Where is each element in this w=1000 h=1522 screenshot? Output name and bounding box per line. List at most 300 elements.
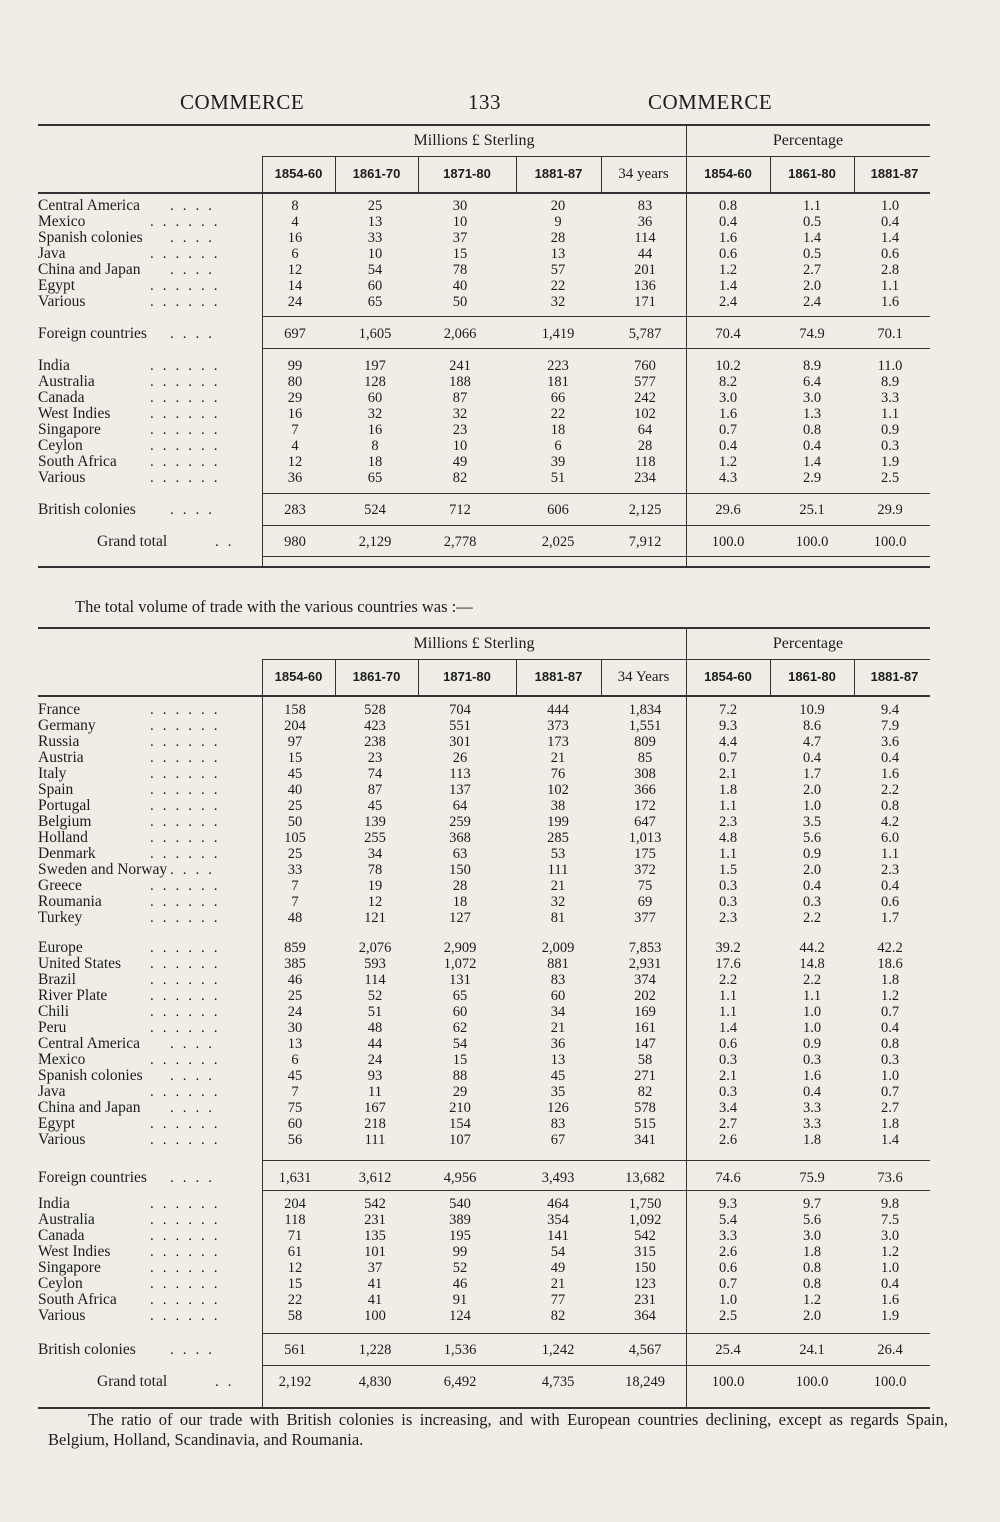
t2-cell: 172 <box>634 798 656 814</box>
rule <box>38 695 930 697</box>
t2-cell: 238 <box>364 734 386 750</box>
t2-cell: 1.9 <box>880 1308 900 1324</box>
t2-row-leader: ...... <box>150 798 227 814</box>
t2-cell: 373 <box>547 718 569 734</box>
t2-cell: 202 <box>634 988 656 1004</box>
t2-row-label: Portugal <box>38 797 91 814</box>
t2-cell: 26 <box>452 750 468 766</box>
t2-row-leader: ...... <box>150 988 227 1004</box>
t2-cell: 5.6 <box>802 1212 822 1228</box>
t1-cell: 10.2 <box>715 358 741 374</box>
t1-cell: 32 <box>550 294 566 310</box>
t2-cell: 41 <box>367 1292 383 1308</box>
running-head-left: COMMERCE <box>180 90 305 114</box>
t2-cell: 13 <box>287 1036 303 1052</box>
t1-cell: 8.9 <box>802 358 822 374</box>
t2-cell: 121 <box>364 910 386 926</box>
t1-cell: 29 <box>287 390 303 406</box>
t2-row-leader: ...... <box>150 718 227 734</box>
t2-row-leader: .... <box>170 1036 221 1052</box>
t2-cell: 118 <box>284 1212 306 1228</box>
t2-cell: 161 <box>634 1020 656 1036</box>
t1-cell: 29.9 <box>877 502 903 518</box>
t2-cell: 3,493 <box>541 1170 575 1186</box>
t1-col-header-5: 34 years <box>618 166 669 182</box>
rule <box>262 1365 930 1366</box>
t2-cell: 364 <box>634 1308 656 1324</box>
t2-cell: 60 <box>287 1116 303 1132</box>
t2-cell: 11 <box>368 1084 382 1100</box>
t1-cell: 8.2 <box>718 374 738 390</box>
t2-cell: 44.2 <box>799 940 825 956</box>
t1-cell: 171 <box>634 294 656 310</box>
t2-cell: 1.1 <box>718 1004 738 1020</box>
t2-cell: 69 <box>637 894 653 910</box>
t2-row-leader: ...... <box>150 956 227 972</box>
t2-cell: 64 <box>452 798 468 814</box>
t1-cell: 10 <box>452 214 468 230</box>
t2-cell: 372 <box>634 862 656 878</box>
t2-cell: 30 <box>287 1020 303 1036</box>
t2-cell: 2.0 <box>802 1308 822 1324</box>
t2-cell: 51 <box>367 1004 383 1020</box>
t2-cell: 82 <box>550 1308 566 1324</box>
t1-cell: 65 <box>367 470 383 486</box>
t2-cell: 0.3 <box>718 878 738 894</box>
t2-cell: 2.6 <box>718 1132 738 1148</box>
t2-cell: 7.2 <box>718 702 738 718</box>
t2-cell: 23 <box>367 750 383 766</box>
t2-cell: 4,567 <box>628 1342 662 1358</box>
t2-cell: 0.6 <box>880 894 900 910</box>
t2-cell: 124 <box>449 1308 471 1324</box>
t2-cell: 374 <box>634 972 656 988</box>
t1-cell: 80 <box>287 374 303 390</box>
t2-cell: 34 <box>550 1004 566 1020</box>
t1-group-millions: Millions £ Sterling <box>413 132 535 149</box>
t2-cell: 1.8 <box>880 972 900 988</box>
t1-cell: 2.4 <box>802 294 822 310</box>
t2-cell: 39.2 <box>715 940 741 956</box>
t1-cell: 0.6 <box>718 246 738 262</box>
t1-cell: 241 <box>449 358 471 374</box>
t1-cell: 16 <box>367 422 383 438</box>
t2-row-leader: ...... <box>150 1260 227 1276</box>
t1-cell: 10 <box>367 246 383 262</box>
t2-row-leader: ...... <box>150 1004 227 1020</box>
t2-row-leader: ...... <box>150 750 227 766</box>
t1-cell: 16 <box>287 230 303 246</box>
t2-cell: 1.0 <box>880 1260 900 1276</box>
t2-cell: 25 <box>287 846 303 862</box>
t2-cell: 93 <box>367 1068 383 1084</box>
t2-cell: 139 <box>364 814 386 830</box>
t2-row-label: Grand total <box>97 1373 168 1390</box>
t2-cell: 18,249 <box>625 1374 665 1390</box>
t2-row-label: Sweden and Norway <box>38 861 168 878</box>
t2-row-label: Germany <box>38 717 96 734</box>
t2-row-label: West Indies <box>38 1243 111 1260</box>
t2-cell: 231 <box>364 1212 386 1228</box>
t2-cell: 100.0 <box>873 1374 907 1390</box>
t2-cell: 111 <box>364 1132 386 1148</box>
t2-cell: 18.6 <box>877 956 903 972</box>
t2-cell: 65 <box>452 988 468 1004</box>
t2-cell: 2,076 <box>358 940 392 956</box>
t2-cell: 3.0 <box>880 1228 900 1244</box>
t2-cell: 7 <box>291 894 299 910</box>
t2-cell: 13,682 <box>625 1170 665 1186</box>
t2-cell: 0.8 <box>802 1260 822 1276</box>
t2-cell: 1.0 <box>802 1004 822 1020</box>
t1-cell: 12 <box>287 262 303 278</box>
t2-cell: 2.2 <box>880 782 900 798</box>
t1-cell: 6 <box>554 438 562 454</box>
t2-cell: 29 <box>452 1084 468 1100</box>
t1-row-leader: ...... <box>150 406 227 422</box>
t2-cell: 1.1 <box>718 798 738 814</box>
t2-cell: 127 <box>449 910 471 926</box>
t1-cell: 22 <box>550 278 566 294</box>
t2-cell: 74 <box>367 766 383 782</box>
t2-cell: 42.2 <box>877 940 903 956</box>
t2-row-leader: ...... <box>150 894 227 910</box>
t2-cell: 18 <box>452 894 468 910</box>
t2-cell: 173 <box>547 734 569 750</box>
rule <box>262 525 930 526</box>
t1-cell: 32 <box>452 406 468 422</box>
t2-cell: 593 <box>364 956 386 972</box>
t2-row-label: Java <box>38 1083 66 1100</box>
t1-cell: 2.4 <box>718 294 738 310</box>
t2-cell: 515 <box>634 1116 656 1132</box>
t2-cell: 60 <box>550 988 566 1004</box>
t1-cell: 4 <box>291 438 299 454</box>
t1-row-leader: .... <box>170 198 221 214</box>
t1-row-leader: .. <box>215 534 241 550</box>
t2-row-label: United States <box>38 955 122 972</box>
t1-cell: 980 <box>284 534 306 550</box>
rule <box>262 1190 930 1191</box>
t2-row-leader: ...... <box>150 1084 227 1100</box>
t2-cell: 49 <box>550 1260 566 1276</box>
t2-row-label: Various <box>38 1307 86 1324</box>
t2-cell: 77 <box>550 1292 566 1308</box>
t1-row-leader: .... <box>170 502 221 518</box>
t2-cell: 67 <box>550 1132 566 1148</box>
t2-cell: 1.2 <box>880 988 900 1004</box>
t1-cell: 60 <box>367 278 383 294</box>
t2-cell: 1.8 <box>802 1244 822 1260</box>
t2-cell: 389 <box>449 1212 471 1228</box>
t2-cell: 341 <box>634 1132 656 1148</box>
t2-cell: 3.4 <box>718 1100 738 1116</box>
t2-cell: 158 <box>284 702 306 718</box>
t1-cell: 3.0 <box>802 390 822 406</box>
t2-col-header-5: 34 Years <box>617 669 670 685</box>
t2-cell: 1.0 <box>802 798 822 814</box>
t2-cell: 2.1 <box>718 1068 738 1084</box>
t2-row-leader: ...... <box>150 782 227 798</box>
rule <box>262 556 930 557</box>
t2-cell: 1.5 <box>718 862 738 878</box>
t2-cell: 366 <box>634 782 656 798</box>
t2-cell: 85 <box>637 750 653 766</box>
t2-cell: 1.1 <box>802 988 822 1004</box>
t2-cell: 28 <box>452 878 468 894</box>
t2-cell: 7.5 <box>880 1212 900 1228</box>
t1-row-label: West Indies <box>38 405 111 422</box>
t1-cell: 10 <box>452 438 468 454</box>
t2-row-label: France <box>38 701 81 718</box>
t2-cell: 7.9 <box>880 718 900 734</box>
t1-cell: 577 <box>634 374 656 390</box>
t2-row-label: Egypt <box>38 1115 76 1132</box>
t2-row-label: Central America <box>38 1035 140 1052</box>
t2-cell: 9.8 <box>880 1196 900 1212</box>
t2-cell: 50 <box>287 814 303 830</box>
t1-cell: 33 <box>367 230 383 246</box>
t2-cell: 3.3 <box>802 1100 822 1116</box>
t2-cell: 4.2 <box>880 814 900 830</box>
t2-cell: 52 <box>367 988 383 1004</box>
t2-cell: 17.6 <box>715 956 741 972</box>
t2-cell: 169 <box>634 1004 656 1020</box>
t2-cell: 4.4 <box>718 734 738 750</box>
t1-cell: 1.3 <box>802 406 822 422</box>
t2-cell: 285 <box>547 830 569 846</box>
rule <box>38 124 930 126</box>
t2-cell: 24.1 <box>799 1342 825 1358</box>
rule <box>262 156 930 157</box>
t1-cell: 0.8 <box>802 422 822 438</box>
t2-cell: 8.6 <box>802 718 822 734</box>
t1-row-leader: .... <box>170 230 221 246</box>
t1-cell: 7 <box>291 422 299 438</box>
t2-cell: 0.8 <box>880 798 900 814</box>
t1-cell: 70.1 <box>877 326 903 342</box>
t2-row-leader: ...... <box>150 1276 227 1292</box>
t2-cell: 464 <box>547 1196 569 1212</box>
t2-cell: 1.7 <box>880 910 900 926</box>
t2-cell: 0.8 <box>802 1276 822 1292</box>
t2-cell: 15 <box>287 750 303 766</box>
t1-cell: 0.4 <box>880 214 900 230</box>
t2-cell: 528 <box>364 702 386 718</box>
t2-cell: 58 <box>287 1308 303 1324</box>
t1-cell: 8 <box>371 438 379 454</box>
t1-cell: 13 <box>550 246 566 262</box>
t1-row-leader: .... <box>170 262 221 278</box>
t2-cell: 137 <box>449 782 471 798</box>
t2-row-leader: ...... <box>150 1228 227 1244</box>
t2-cell: 100.0 <box>711 1374 745 1390</box>
t2-cell: 315 <box>634 1244 656 1260</box>
t2-row-label: Italy <box>38 765 67 782</box>
t2-cell: 0.4 <box>880 750 900 766</box>
t1-row-label: Mexico <box>38 213 86 230</box>
t1-cell: 78 <box>452 262 468 278</box>
t1-cell: 128 <box>364 374 386 390</box>
t2-row-label: Spain <box>38 781 74 798</box>
rule <box>262 659 930 660</box>
t1-row-leader: ...... <box>150 422 227 438</box>
t2-row-label: Greece <box>38 877 82 894</box>
t2-row-leader: ...... <box>150 910 227 926</box>
t2-cell: 100.0 <box>795 1374 829 1390</box>
rule <box>38 192 930 194</box>
t2-cell: 141 <box>547 1228 569 1244</box>
t2-cell: 150 <box>634 1260 656 1276</box>
t2-cell: 2.2 <box>802 910 822 926</box>
t2-cell: 4,830 <box>358 1374 392 1390</box>
t2-row-label: Foreign countries <box>38 1169 147 1186</box>
t1-cell: 4.3 <box>718 470 738 486</box>
t1-row-label: Ceylon <box>38 437 83 454</box>
t1-cell: 9 <box>554 214 562 230</box>
t1-cell: 2,125 <box>628 502 662 518</box>
rule <box>262 1333 930 1334</box>
t2-cell: 82 <box>637 1084 653 1100</box>
t2-cell: 1,092 <box>628 1212 662 1228</box>
t2-cell: 2.3 <box>718 814 738 830</box>
t2-cell: 9.7 <box>802 1196 822 1212</box>
t1-row-leader: .... <box>170 326 221 342</box>
t2-row-label: Mexico <box>38 1051 86 1068</box>
t1-cell: 64 <box>637 422 653 438</box>
t1-cell: 0.5 <box>802 214 822 230</box>
t2-cell: 2.1 <box>718 766 738 782</box>
t2-cell: 0.6 <box>718 1036 738 1052</box>
t2-cell: 32 <box>550 894 566 910</box>
t2-cell: 75 <box>637 878 653 894</box>
t2-cell: 423 <box>364 718 386 734</box>
t1-cell: 8.9 <box>880 374 900 390</box>
t1-cell: 0.4 <box>718 214 738 230</box>
t1-cell: 524 <box>364 502 386 518</box>
t2-cell: 1.7 <box>802 766 822 782</box>
t2-cell: 41 <box>367 1276 383 1292</box>
t2-cell: 2.7 <box>880 1100 900 1116</box>
t2-cell: 195 <box>449 1228 471 1244</box>
t2-cell: 4,956 <box>443 1170 477 1186</box>
t1-cell: 44 <box>637 246 653 262</box>
t2-cell: 14.8 <box>799 956 825 972</box>
t1-cell: 2.5 <box>880 470 900 486</box>
t2-row-leader: ...... <box>150 814 227 830</box>
t2-cell: 12 <box>287 1260 303 1276</box>
t2-cell: 3,612 <box>358 1170 392 1186</box>
t2-cell: 15 <box>287 1276 303 1292</box>
t2-cell: 1.4 <box>718 1020 738 1036</box>
t1-row-leader: ...... <box>150 374 227 390</box>
rule <box>262 348 930 349</box>
t1-cell: 0.9 <box>880 422 900 438</box>
t2-row-label: Ceylon <box>38 1275 83 1292</box>
t1-cell: 697 <box>284 326 306 342</box>
t2-cell: 647 <box>634 814 656 830</box>
t2-cell: 48 <box>367 1020 383 1036</box>
t2-cell: 123 <box>634 1276 656 1292</box>
t2-cell: 40 <box>287 782 303 798</box>
t2-row-leader: ...... <box>150 766 227 782</box>
t2-row-leader: .... <box>170 1068 221 1084</box>
t2-row-label: Peru <box>38 1019 67 1036</box>
t2-cell: 12 <box>367 894 383 910</box>
t2-cell: 99 <box>452 1244 468 1260</box>
t2-cell: 45 <box>287 766 303 782</box>
t2-cell: 76 <box>550 766 566 782</box>
t2-cell: 2.5 <box>718 1308 738 1324</box>
t1-row-label: India <box>38 357 70 374</box>
t2-row-leader: .... <box>170 1170 221 1186</box>
t2-cell: 24 <box>367 1052 383 1068</box>
page-number: 133 <box>468 90 501 114</box>
t1-cell: 197 <box>364 358 386 374</box>
t2-cell: 1.1 <box>718 988 738 1004</box>
t1-cell: 118 <box>634 454 656 470</box>
t1-row-label: South Africa <box>38 453 117 470</box>
t2-row-leader: ...... <box>150 940 227 956</box>
t2-row-leader: ...... <box>150 1212 227 1228</box>
t2-cell: 385 <box>284 956 306 972</box>
t1-cell: 1.1 <box>880 278 900 294</box>
t1-row-label: Various <box>38 293 86 310</box>
t1-cell: 13 <box>367 214 383 230</box>
t2-cell: 551 <box>449 718 471 734</box>
t1-row-label: Grand total <box>97 533 168 550</box>
t1-cell: 15 <box>452 246 468 262</box>
t2-row-label: Roumania <box>38 893 102 910</box>
t1-row-label: Spanish colonies <box>38 229 143 246</box>
t2-cell: 5.4 <box>718 1212 738 1228</box>
t2-cell: 75 <box>287 1100 303 1116</box>
t2-cell: 0.4 <box>880 1276 900 1292</box>
t2-cell: 56 <box>287 1132 303 1148</box>
t1-cell: 57 <box>550 262 566 278</box>
t2-cell: 61 <box>287 1244 303 1260</box>
t2-cell: 540 <box>449 1196 471 1212</box>
t2-cell: 126 <box>547 1100 569 1116</box>
t1-cell: 100.0 <box>795 534 829 550</box>
t1-cell: 18 <box>367 454 383 470</box>
t1-cell: 49 <box>452 454 468 470</box>
t2-cell: 259 <box>449 814 471 830</box>
t2-cell: 6 <box>291 1052 299 1068</box>
t1-cell: 2,025 <box>541 534 575 550</box>
t2-cell: 3.3 <box>802 1116 822 1132</box>
t1-cell: 1.4 <box>802 454 822 470</box>
t2-cell: 218 <box>364 1116 386 1132</box>
t2-cell: 1.8 <box>880 1116 900 1132</box>
t2-cell: 301 <box>449 734 471 750</box>
t2-cell: 7 <box>291 878 299 894</box>
t2-cell: 0.4 <box>880 1020 900 1036</box>
t1-cell: 1.2 <box>718 454 738 470</box>
t2-cell: 25 <box>287 988 303 1004</box>
t2-cell: 561 <box>284 1342 306 1358</box>
t1-row-label: Singapore <box>38 421 101 438</box>
t2-cell: 3.5 <box>802 814 822 830</box>
t2-row-leader: ...... <box>150 878 227 894</box>
t2-row-label: Austria <box>38 749 84 766</box>
t2-cell: 10.9 <box>799 702 825 718</box>
t2-cell: 0.9 <box>802 1036 822 1052</box>
t2-cell: 74.6 <box>715 1170 741 1186</box>
t2-cell: 542 <box>364 1196 386 1212</box>
t2-cell: 48 <box>287 910 303 926</box>
t2-cell: 167 <box>364 1100 386 1116</box>
